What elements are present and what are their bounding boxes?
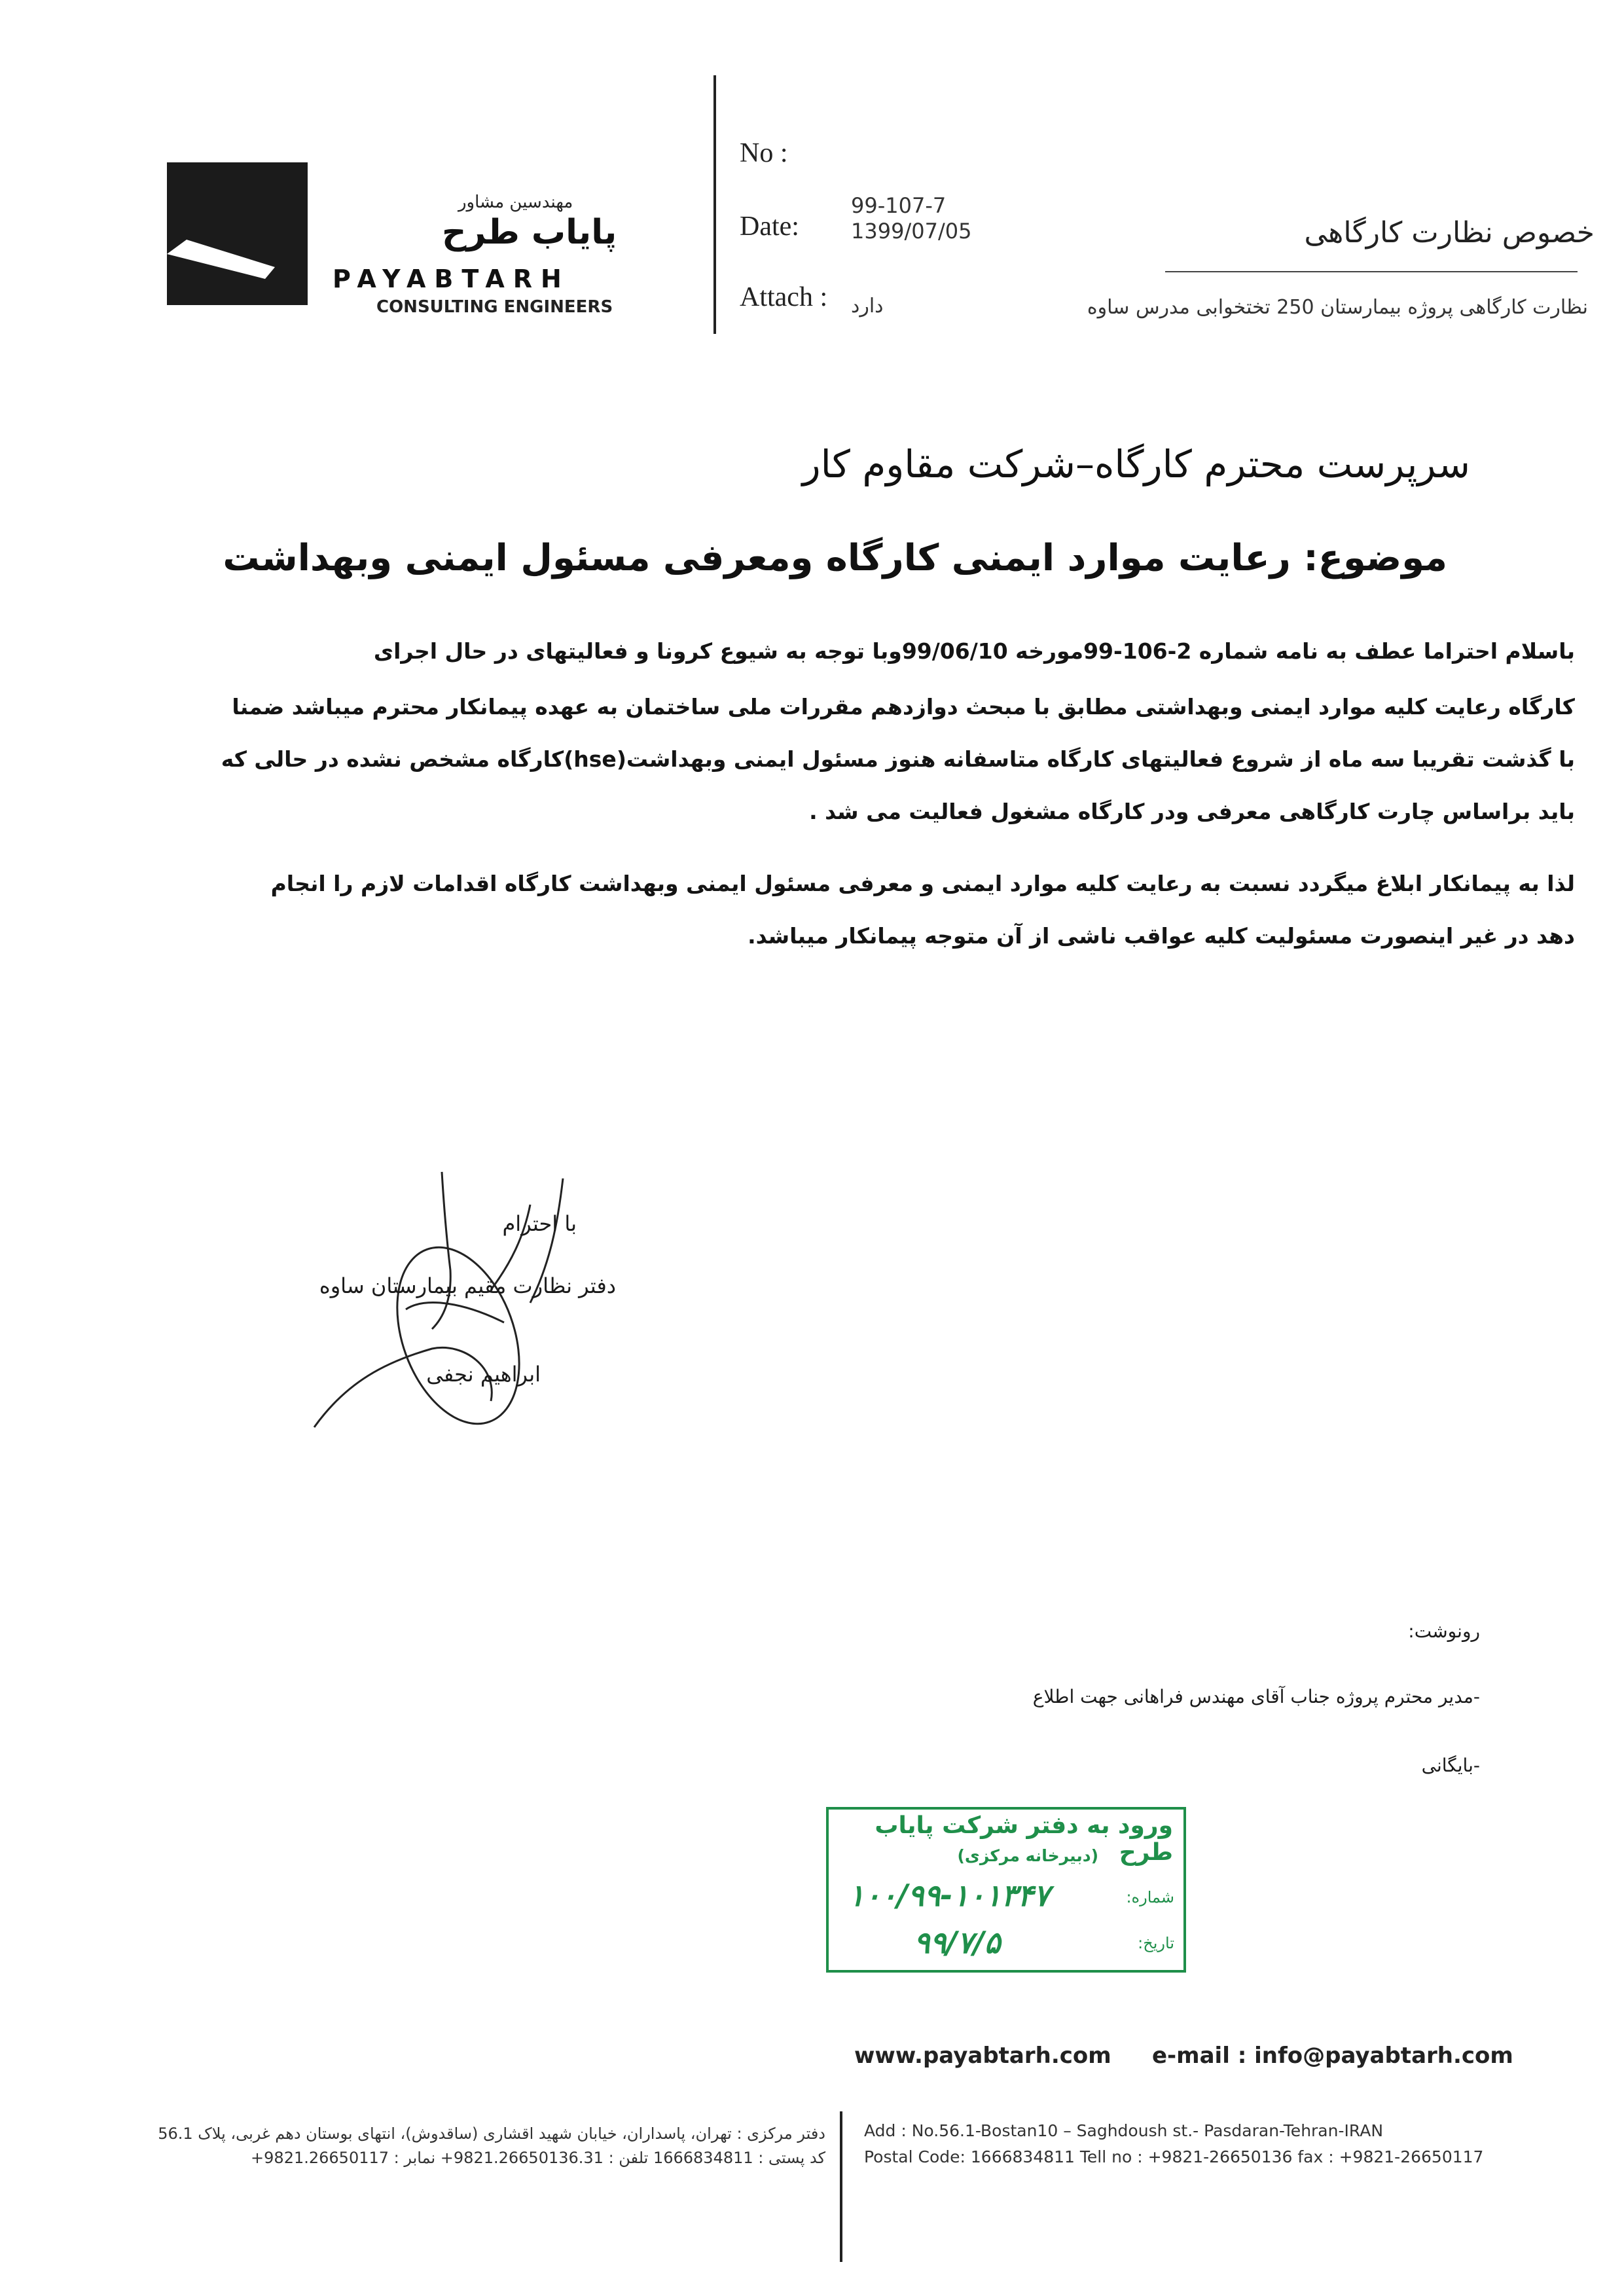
subject-underline	[1165, 271, 1578, 272]
company-logo	[167, 162, 308, 305]
paragraph-2-line: دهد در غیر اینصورت مسئولیت کلیه عواقب ناشی از آن متوجه پیمانکار میباشد.	[748, 923, 1575, 949]
footer-email[interactable]: e-mail : info@payabtarh.com	[1152, 2043, 1513, 2069]
logo-fa-subtitle: مهندسین مشاور	[458, 192, 573, 212]
subject-subheading: نظارت کارگاهی پروژه بیمارستان 250 تختخوابی مدرس ساوه	[1087, 296, 1588, 319]
logo-mark-icon	[167, 162, 308, 305]
cc-label: رونوشت:	[1408, 1620, 1480, 1642]
number-label: No :	[740, 138, 788, 168]
paragraph-1-line: کارگاه رعایت کلیه موارد ایمنی وبهداشتی مطابق با مبحث دوازدهم مقررات ملی ساختمان به عهده پیمانکار محترم میباشد ضمنا	[232, 694, 1575, 720]
stamp-subtitle: (دبیرخانه مرکزی)	[957, 1846, 1098, 1865]
reference-date: 1399/07/05	[851, 219, 972, 244]
receipt-stamp	[826, 1807, 1186, 1973]
reference-number: 99-107-7	[851, 193, 947, 218]
cc-recipient: -بایگانی	[1421, 1755, 1480, 1776]
paragraph-2-line: لذا به پیمانکار ابلاغ میگردد نسبت به رعایت کلیه موارد ایمنی و معرفی مسئول ایمنی وبهداشت کارگاه اقدامات لازم را انجام	[270, 871, 1575, 896]
subject-heading: خصوص نظارت کارگاهی	[1304, 216, 1595, 249]
logo-fa-name: پایاب طرح	[442, 213, 617, 252]
paragraph-1-line: باسلام احتراما عطف به نامه شماره 2-106-99مورخه 99/06/10وبا توجه به شیوع کرونا و فعالیتهای در حال اجرای	[373, 638, 1575, 664]
date-label: Date:	[740, 211, 799, 242]
signature-name: ابراهیم نجفی	[426, 1362, 541, 1387]
header-divider-line	[713, 75, 716, 334]
stamp-date-label: تاریخ:	[1138, 1934, 1174, 1952]
footer-divider-line	[840, 2111, 842, 2262]
letter-addressee: سرپرست محترم کارگاه–شرکت مقاوم کار	[802, 442, 1470, 486]
footer-phone-fa: کد پستی : 1666834811 تلفن : 9821.26650136.31+ نمابر : 9821.26650117+	[251, 2149, 825, 2167]
handwritten-signature-icon	[295, 1165, 569, 1440]
signature-office: دفتر نظارت مقیم بیمارستان ساوه	[319, 1273, 616, 1298]
logo-en-name: PAYABTARH	[333, 264, 570, 293]
footer-address-en: Add : No.56.1-Bostan10 – Saghdoush st.- Pasdaran-Tehran-IRAN	[864, 2121, 1384, 2140]
footer-postal-en: Postal Code: 1666834811 Tell no : +9821-26650136 fax : +9821-26650117	[864, 2147, 1484, 2166]
stamp-date-value: ۹۹/۷/۵	[914, 1925, 1001, 1960]
footer-address-fa: دفتر مرکزی : تهران، پاسداران، خیابان شهید اقشاری (ساقدوش)، انتهای بوستان دهم غربی، پلاک 56.1	[158, 2124, 825, 2143]
cc-recipient: -مدیر محترم پروژه جناب آقای مهندس فراهانی جهت اطلاع	[1032, 1686, 1480, 1707]
stamp-title: ورود به دفتر شرکت پایاب طرح	[875, 1812, 1173, 1866]
attach-value: دارد	[851, 295, 884, 318]
stamp-number-label: شماره:	[1126, 1888, 1174, 1906]
paragraph-1-line: باید براساس چارت کارگاهی معرفی ودر کارگاه مشغول فعالیت می شد .	[809, 799, 1575, 824]
paragraph-1-line: با گذشت تقریبا سه ماه از شروع فعالیتهای کارگاه متاسفانه هنوز مسئول ایمنی وبهداشت(hse)کارگاه مشخص نشده در حالی که	[221, 746, 1575, 772]
logo-en-subtitle: CONSULTING ENGINEERS	[376, 297, 613, 317]
footer-website[interactable]: www.payabtarh.com	[854, 2043, 1111, 2069]
signature-greeting: با احترام	[502, 1211, 577, 1236]
stamp-number-value: ۱۰۰/۹۹-۱۰۱۳۴۷	[848, 1878, 1050, 1913]
attach-label: Attach :	[740, 282, 828, 312]
letter-topic: موضوع: رعایت موارد ایمنی کارگاه ومعرفی مسئول ایمنی وبهداشت	[223, 537, 1447, 579]
